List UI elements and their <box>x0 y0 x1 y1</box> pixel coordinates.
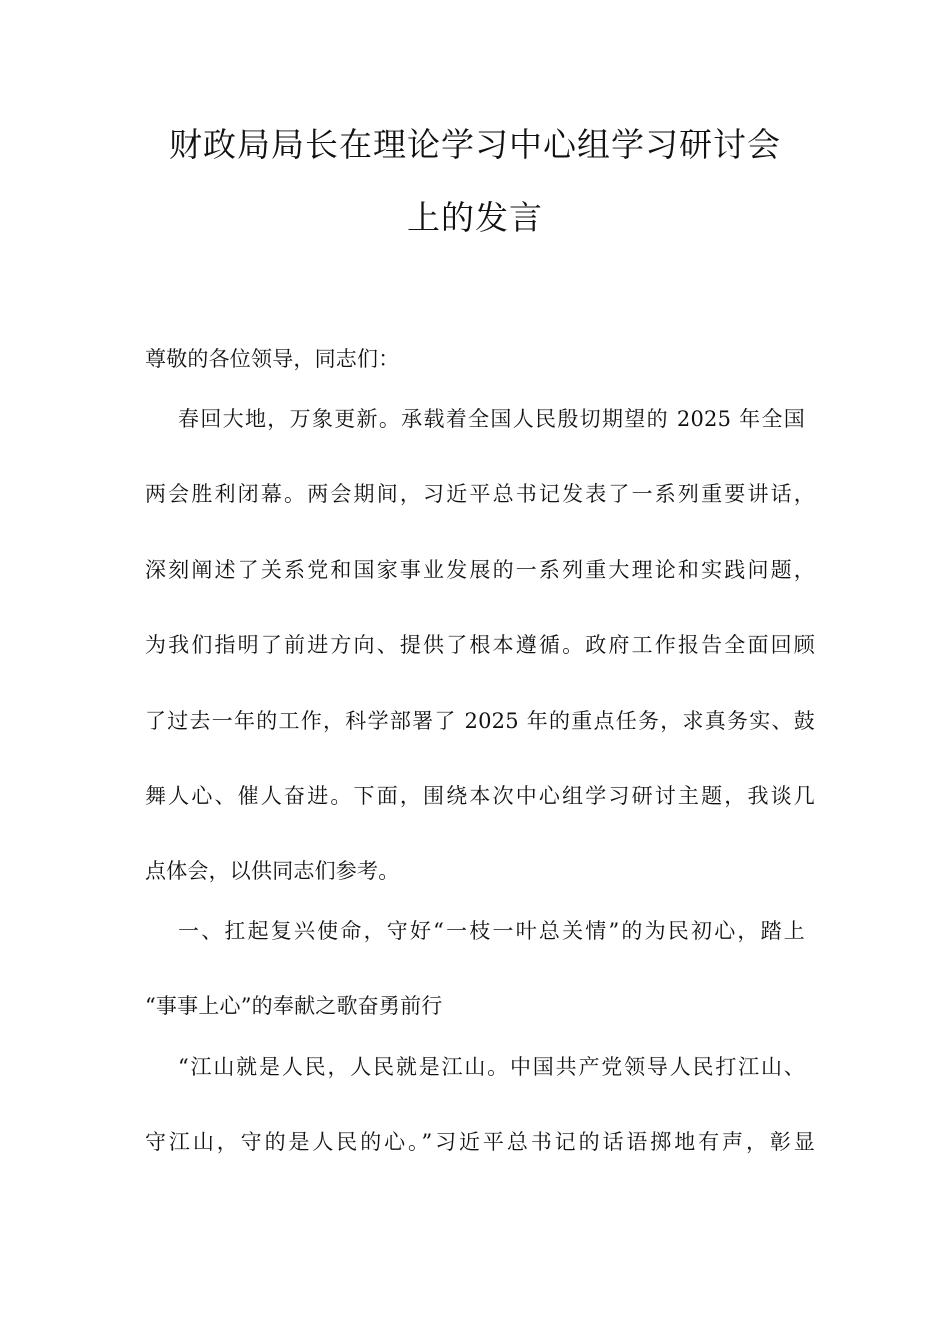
document-title-line-1: 财政局局长在理论学习中心组学习研讨会 <box>169 125 781 164</box>
paragraph-1-line-5: 了过去一年的工作，科学部署了 2025 年的重点任务，求真务实、鼓 <box>145 709 815 733</box>
paragraph-1-line-4: 为我们指明了前进方向、提供了根本遵循。政府工作报告全面回顾 <box>145 633 815 657</box>
salutation: 尊敬的各位领导，同志们： <box>145 347 400 371</box>
paragraph-3-line-2: 守江山，守的是人民的心。”习近平总书记的话语掷地有声，彰显 <box>145 1130 815 1154</box>
document-title-line-2: 上的发言 <box>407 198 543 237</box>
paragraph-1-line-7: 点体会，以供同志们参考。 <box>145 859 400 883</box>
paragraph-1-line-2: 两会胜利闭幕。两会期间，习近平总书记发表了一系列重要讲话， <box>145 482 815 506</box>
paragraph-3-line-1: “江山就是人民，人民就是江山。中国共产党领导人民打江山、 <box>178 1055 805 1079</box>
paragraph-1-line-6: 舞人心、催人奋进。下面，围绕本次中心组学习研讨主题，我谈几 <box>145 784 815 808</box>
section-heading-1-line-1: 一、扛起复兴使命，守好“一枝一叶总关情”的为民初心，踏上 <box>178 919 805 943</box>
paragraph-1-line-3: 深刻阐述了关系党和国家事业发展的一系列重大理论和实践问题， <box>145 558 815 582</box>
paragraph-1-line-1: 春回大地，万象更新。承载着全国人民殷切期望的 2025 年全国 <box>178 407 805 431</box>
section-heading-1-line-2: “事事上心”的奉献之歌奋勇前行 <box>145 994 443 1018</box>
